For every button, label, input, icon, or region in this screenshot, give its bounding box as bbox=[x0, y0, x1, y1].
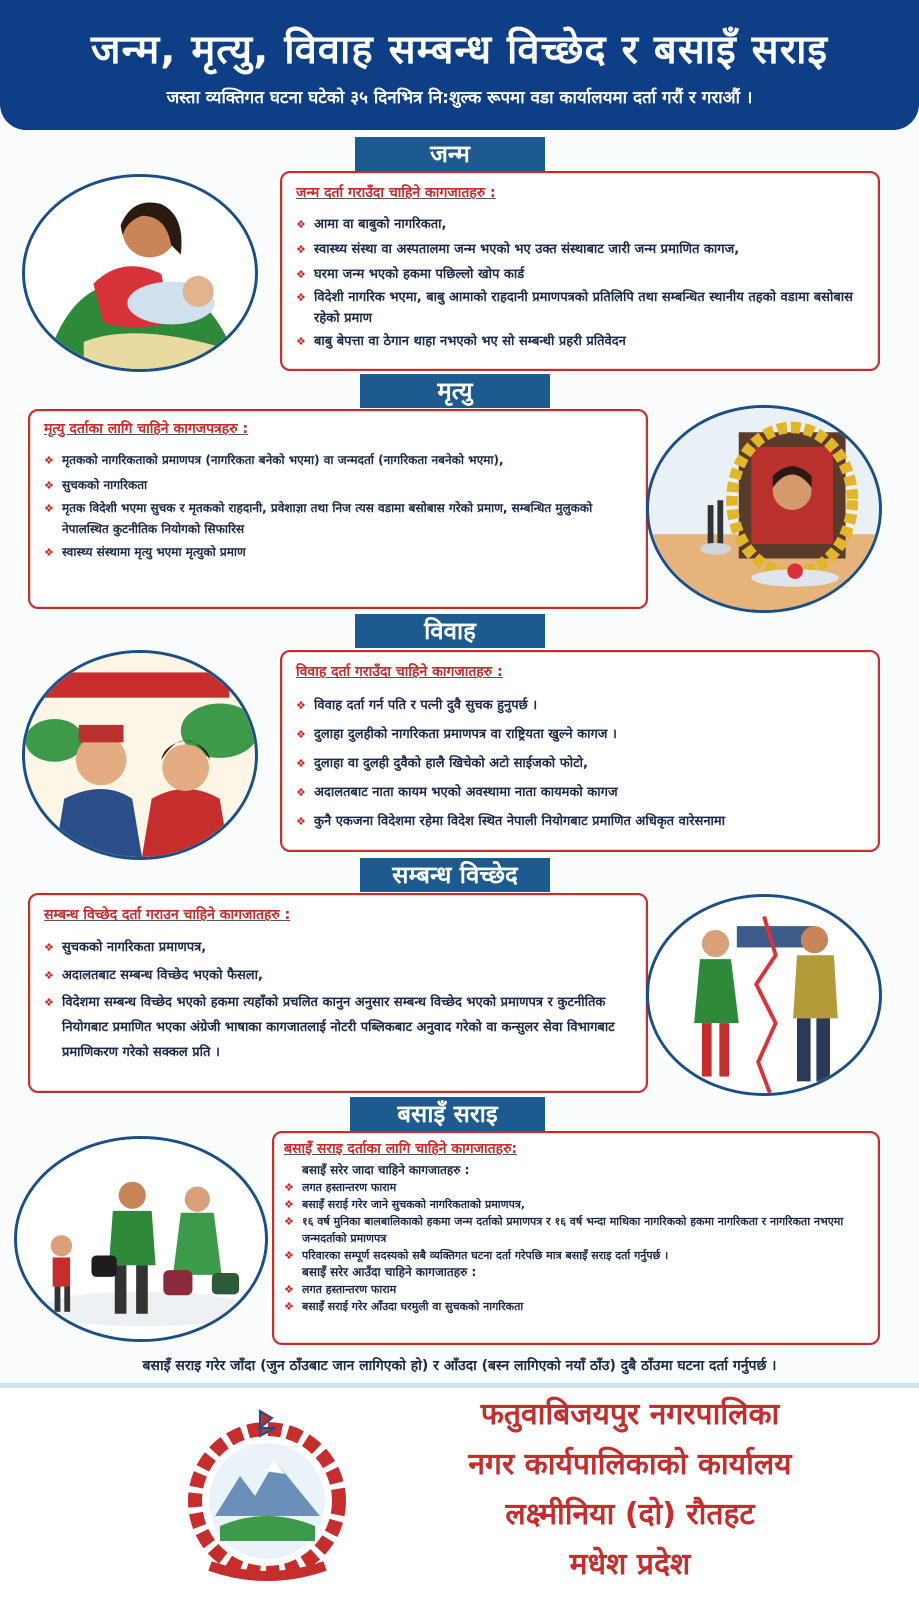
list-item: ❖ विवाह दर्ता गर्न पति र पत्नी दुवै सुचक हुनुपर्छ । bbox=[296, 691, 866, 720]
migration-in-title: बसाइँ सरेर आउँदा चाहिने कागजातहरु : bbox=[302, 1265, 477, 1279]
death-list bbox=[44, 448, 632, 565]
migration-illustration bbox=[14, 1136, 268, 1342]
divorce-illustration bbox=[646, 894, 882, 1096]
list-item: ❖ विदेशमा सम्बन्ध विच्छेद भएको हकमा त्यहाँको प्रचलित कानुन अनुसार सम्बन्ध विच्छेद भएको प्रमाणपत्र र कुटनीतिक नियोगबाट प्रमाणित भएका अंग्रेजी भाषाका कागजातलाई नोटरी पब्लिकबाट अनुवाद गरेको वा कन्सुलर सेवा विभागबाट प्रमाणिकरण गरेको सक्कल प्रति । bbox=[44, 990, 632, 1065]
list-item: ❖ स्वास्थ्य संस्था वा अस्पतालमा जन्म भएको भए उक्त संस्थाबाट जारी जन्म प्रमाणित कागज, bbox=[296, 237, 866, 262]
page-title: जन्म, मृत्यु, विवाह सम्बन्ध विच्छेद र बसाइँ सराइ bbox=[90, 27, 829, 73]
birth-illustration bbox=[22, 174, 258, 372]
office-name: नगर कार्यपालिकाको कार्यालय bbox=[468, 1447, 792, 1482]
list-item: ❖ विदेशी नागरिक भएमा, बाबु आमाको राहदानी प्रमाणपत्रको प्रतिलिपि तथा सम्बन्धित स्थानीय तहको वडामा बसोबास रहेको प्रमाण bbox=[296, 287, 866, 329]
birth-card bbox=[280, 171, 880, 371]
page-subtitle: जस्ता व्यक्तिगत घटना घटेको ३५ दिनभित्र नि:शुल्क रूपमा वडा कार्यालयमा दर्ता गरौं र गराऔं । bbox=[166, 88, 753, 108]
list-item: ❖ बसाइँ सराई गरेर जाने सुचकको नागरिकताको प्रमाणपत्र, bbox=[284, 1196, 866, 1213]
list-item: ❖ सुचकको नागरिकता bbox=[44, 473, 632, 498]
marriage-card-title: विवाह दर्ता गराउँदा चाहिने कागजातहरु : bbox=[296, 664, 503, 680]
list-item: ❖ मृतक विदेशी भएमा सुचक र मृतकको राहदानी, प्रवेशाज्ञा तथा निज त्यस वडामा बसोबास गरेको प्रमाण, सम्बन्धित मुलुकको नेपालस्थित कुटनीतिक नियोगको सिफारिस bbox=[44, 498, 632, 540]
migration-in-list bbox=[284, 1281, 866, 1315]
list-item: ❖ दुलाहा वा दुलही दुवैको हालै खिचेको अटो साईजको फोटो, bbox=[296, 749, 866, 778]
migration-out-list bbox=[284, 1179, 866, 1264]
birth-tab: जन्म bbox=[355, 137, 545, 171]
separated-couple-icon bbox=[649, 897, 879, 1093]
list-item: ❖ १६ वर्ष मुनिका बालबालिकाको हकमा जन्म दर्ताको प्रमाणपत्र र १६ वर्ष भन्दा माथिका नागरिकको हकमा नागरिकता र नागरिकता नभएमा जन्मदर्ताको प्रमाणपत्र bbox=[284, 1213, 866, 1247]
list-item: ❖ कुनै एकजना विदेशमा रहेमा विदेश स्थित नेपाली नियोगबाट प्रमाणित अधिकृत वारेसनामा bbox=[296, 807, 866, 836]
list-item: ❖ बसाइँ सराई गरेर आँउदा घरमुली वा सुचकको नागरिकता bbox=[284, 1298, 866, 1315]
birth-list bbox=[296, 212, 866, 354]
death-card bbox=[28, 409, 648, 609]
list-item: ❖ स्वास्थ्य संस्थामा मृत्यु भएमा मृत्युको प्रमाण bbox=[44, 540, 632, 565]
birth-card-title: जन्म दर्ता गराउँदा चाहिने कागजातहरु : bbox=[296, 185, 496, 201]
divorce-card-title: सम्बन्ध विच्छेद दर्ता गराउन चाहिने कागजातहरु : bbox=[44, 907, 291, 923]
divorce-card bbox=[28, 893, 648, 1093]
divorce-list bbox=[44, 934, 632, 1065]
footer bbox=[0, 1388, 919, 1600]
list-item: ❖ लगत हस्तान्तरण फाराम bbox=[284, 1179, 866, 1196]
migration-card-title: बसाइँ सराइ दर्ताका लागि चाहिने कागजातहरु: bbox=[284, 1141, 518, 1157]
nepal-emblem-icon bbox=[180, 1406, 355, 1586]
death-tab: मृत्यु bbox=[360, 374, 550, 408]
list-item: ❖ मृतकको नागरिकताको प्रमाणपत्र (नागरिकता बनेको भएमा) वा जन्मदर्ता (नागरिकता नबनेको भएमा), bbox=[44, 448, 632, 473]
list-item: ❖ सुचकको नागरिकता प्रमाणपत्र, bbox=[44, 934, 632, 962]
divorce-tab: सम्बन्ध विच्छेद bbox=[360, 858, 550, 892]
header-banner bbox=[0, 0, 919, 130]
mother-baby-icon bbox=[25, 177, 255, 369]
list-item: ❖ अदालतबाट नाता कायम भएको अवस्थामा नाता कायमको कागज bbox=[296, 778, 866, 807]
list-item: ❖ आमा वा बाबुको नागरिकता, bbox=[296, 212, 866, 237]
migration-tab: बसाइँ सराइ bbox=[350, 1097, 545, 1131]
list-item: ❖ दुलाहा दुलहीको नागरिकता प्रमाणपत्र वा राष्ट्रियता खुल्ने कागज । bbox=[296, 720, 866, 749]
province-name: मधेश प्रदेश bbox=[569, 1547, 691, 1582]
marriage-card bbox=[280, 650, 880, 852]
list-item: ❖ परिवारका सम्पूर्ण सदस्यको सबै व्यक्तिगत घटना दर्ता गरेपछि मात्र बसाइँ सराइ दर्ता गर्नुपर्छ । bbox=[284, 1247, 866, 1264]
marriage-illustration bbox=[22, 650, 258, 860]
migration-out-title: बसाइँ सरेर जादा चाहिने कागजातहरु : bbox=[302, 1163, 470, 1177]
list-item: ❖ लगत हस्तान्तरण फाराम bbox=[284, 1281, 866, 1298]
office-address: लक्ष्मीनिया (दो) रौतहट bbox=[505, 1497, 755, 1532]
bride-groom-icon bbox=[25, 653, 255, 857]
list-item: ❖ अदालतबाट सम्बन्ध विच्छेद भएको फैसला, bbox=[44, 962, 632, 990]
death-card-title: मृत्यु दर्ताका लागि चाहिने कागजपत्रहरु : bbox=[44, 421, 249, 437]
death-illustration bbox=[646, 405, 882, 613]
list-item: ❖ बाबु बेपत्ता वा ठेगान थाहा नभएको भए सो सम्बन्धी प्रहरी प्रतिवेदन bbox=[296, 329, 866, 354]
migration-footnote: बसाइँ सराइ गरेर जाँदा (जुन ठाँउबाट जान लागिएको हो) र आँउदा (बस्न लागिएको नयाँ ठाँउ) दुबै ठाँउमा घटना दर्ता गर्नुपर्छ । bbox=[142, 1358, 777, 1374]
marriage-list bbox=[296, 691, 866, 836]
family-moving-icon bbox=[17, 1139, 265, 1339]
migration-card bbox=[272, 1131, 880, 1345]
marriage-tab: विवाह bbox=[355, 614, 545, 648]
memorial-photo-icon bbox=[649, 408, 879, 610]
list-item: ❖ घरमा जन्म भएको हकमा पछिल्लो खोप कार्ड bbox=[296, 262, 866, 287]
municipality-name: फतुवाबिजयपुर नगरपालिका bbox=[480, 1397, 780, 1432]
